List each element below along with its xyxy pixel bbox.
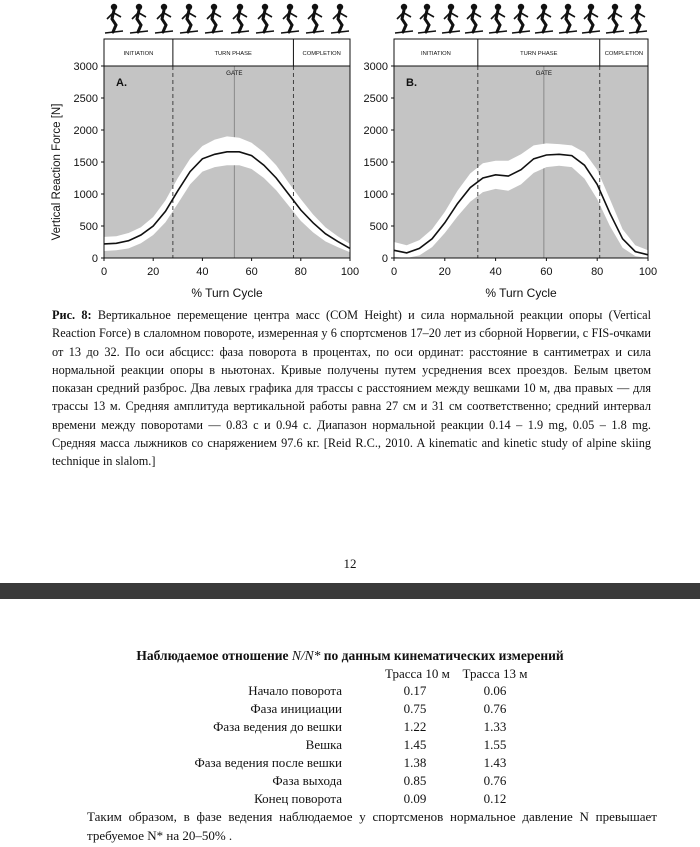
phase-label: INITIATION	[123, 51, 154, 57]
table-title	[0, 648, 700, 664]
skier-figure-icon	[204, 2, 224, 36]
skier-figure-icon	[394, 2, 414, 36]
table-cell-10m: 0.17	[403, 683, 427, 698]
y-tick-label: 3000	[73, 61, 98, 73]
phase-label: TURN PHASE	[520, 51, 558, 57]
x-tick-label: 20	[438, 266, 451, 278]
table-row-label: Фаза выхода	[272, 773, 342, 788]
x-tick-label: 100	[340, 266, 360, 278]
skier-figure-icon	[511, 2, 531, 36]
y-tick-label: 500	[79, 221, 98, 233]
x-tick-label: 80	[294, 266, 307, 278]
x-tick-label: 40	[196, 266, 209, 278]
table-row-label: Начало поворота	[248, 683, 342, 698]
phase-label: INITIATION	[420, 51, 451, 57]
column-header-13m: Трасса 13 м	[462, 666, 528, 681]
x-tick-label: 20	[147, 266, 160, 278]
skier-figure-icon	[605, 2, 625, 36]
y-tick-label: 0	[381, 253, 388, 265]
phase-label: COMPLETION	[302, 51, 341, 57]
caption-text: Вертикальное перемещение центра масс (COM Height) и сила нормальной реакции опоры (Vertical Reaction Force) в слаломном повороте, измеренная у 6 спортсменов 17–20 лет из сборной Норвегии, с FIS-очками от 13 до 32. По оси абсцисс: фаза поворота в процентах, по оси ординат: расстояние в сантиметрах и сила нормальной реакции опоры в ньютонах. Кривые получены путем усреднения всех проездов. Белым цветом показан средний разброс. Два левых графика для трассы с расстоянием между вешками 10 м, два правых — для трассы 13 м. Средняя амплитуда вертикальной работы равна 27 см и 31 см соответственно; средний интервал времени между поворотами — 0.83 с и 0.94 с. Диапазон нормальной реакции 0.14 – 1.9 mg, 0.05 – 1.8 mg. Средняя масса лыжников со снаряжением 97.6 кг. [Reid R.C., 2010. A kinematic and kinetic study of alpine skiing technique in slalom.]	[52, 308, 651, 469]
x-axis-label: % Turn Cycle	[191, 286, 263, 300]
chart-panel-a	[0, 36, 360, 306]
table-row-label: Фаза ведения после вешки	[194, 755, 342, 770]
skier-figure-icon	[581, 2, 601, 36]
table-cell-10m: 0.85	[403, 773, 427, 788]
table-cell-13m: 1.43	[483, 755, 507, 770]
y-tick-label: 500	[369, 221, 388, 233]
y-axis-label: Vertical Reaction Force [N]	[51, 103, 63, 241]
table-cell-13m: 0.76	[483, 701, 507, 716]
x-tick-label: 60	[245, 266, 258, 278]
page-number: 12	[343, 556, 357, 571]
page-bottom	[0, 599, 700, 847]
skier-figure-icon	[255, 2, 275, 36]
skier-figure-icon	[104, 2, 124, 36]
y-tick-label: 0	[91, 253, 98, 265]
x-tick-label: 0	[390, 266, 398, 278]
table-row-label: Фаза инициации	[250, 701, 342, 716]
chart-panel-b	[350, 36, 700, 306]
caption-label: Рис. 8:	[52, 308, 92, 322]
y-tick-label: 2500	[363, 93, 388, 105]
skier-figure-icon	[129, 2, 149, 36]
y-tick-label: 1000	[363, 189, 388, 201]
skier-silhouettes-a	[104, 2, 350, 36]
skier-figure-icon	[488, 2, 508, 36]
table-title-pre: Наблюдаемое отношение	[136, 648, 292, 663]
table-cell-13m: 1.33	[483, 719, 507, 734]
table-row-label: Фаза ведения до вешки	[213, 719, 342, 734]
skier-silhouettes-b	[394, 2, 648, 36]
table-cell-10m: 1.38	[403, 755, 427, 770]
y-tick-label: 2500	[73, 93, 98, 105]
skier-figure-icon	[280, 2, 300, 36]
table-cell-10m: 0.75	[403, 701, 427, 716]
table-row-label: Вешка	[305, 737, 342, 752]
table-cell-13m: 1.55	[483, 737, 507, 752]
skier-figure-icon	[441, 2, 461, 36]
table-cell-13m: 0.76	[483, 773, 507, 788]
gate-label: GATE	[535, 70, 553, 77]
y-tick-label: 3000	[363, 61, 388, 73]
panel-label: B.	[406, 77, 417, 89]
x-axis-label: % Turn Cycle	[485, 286, 557, 300]
y-tick-label: 1000	[73, 189, 98, 201]
table-cell-13m: 0.06	[483, 683, 507, 698]
table-cell-13m: 0.12	[483, 791, 507, 806]
skier-figure-icon	[230, 2, 250, 36]
x-tick-label: 60	[540, 266, 553, 278]
skier-figure-icon	[179, 2, 199, 36]
figure-caption	[52, 306, 651, 471]
x-tick-label: 80	[591, 266, 604, 278]
table-cell-10m: 1.45	[403, 737, 427, 752]
table-title-post: по данным кинематических измерений	[320, 648, 564, 663]
phase-label: COMPLETION	[604, 51, 644, 57]
table-row-label: Конец поворота	[254, 791, 342, 806]
x-tick-label: 40	[489, 266, 502, 278]
skier-figure-icon	[464, 2, 484, 36]
skier-figure-icon	[330, 2, 350, 36]
x-tick-label: 0	[100, 266, 108, 278]
y-tick-label: 1500	[73, 157, 98, 169]
skier-figure-icon	[628, 2, 648, 36]
table-title-math: N/N*	[291, 648, 321, 663]
gate-label: GATE	[226, 70, 243, 77]
y-tick-label: 2000	[73, 125, 98, 137]
table-cell-10m: 1.22	[403, 719, 427, 734]
skier-figure-icon	[534, 2, 554, 36]
page-separator	[0, 583, 700, 599]
phase-label: TURN PHASE	[214, 51, 252, 57]
skier-figure-icon	[154, 2, 174, 36]
y-tick-label: 1500	[363, 157, 388, 169]
conclusion-paragraph: Таким образом, в фазе ведения наблюдаемое у спортсменов нормальное давление N превышает требуемое N* на 20–50% .	[87, 809, 657, 843]
skier-figure-icon	[417, 2, 437, 36]
panel-label: A.	[116, 77, 127, 89]
skier-figure-icon	[305, 2, 325, 36]
column-header-10m: Трасса 10 м	[385, 666, 450, 681]
table-cell-10m: 0.09	[403, 791, 427, 806]
x-tick-label: 100	[638, 266, 658, 278]
skier-figure-icon	[558, 2, 578, 36]
y-tick-label: 2000	[363, 125, 388, 137]
